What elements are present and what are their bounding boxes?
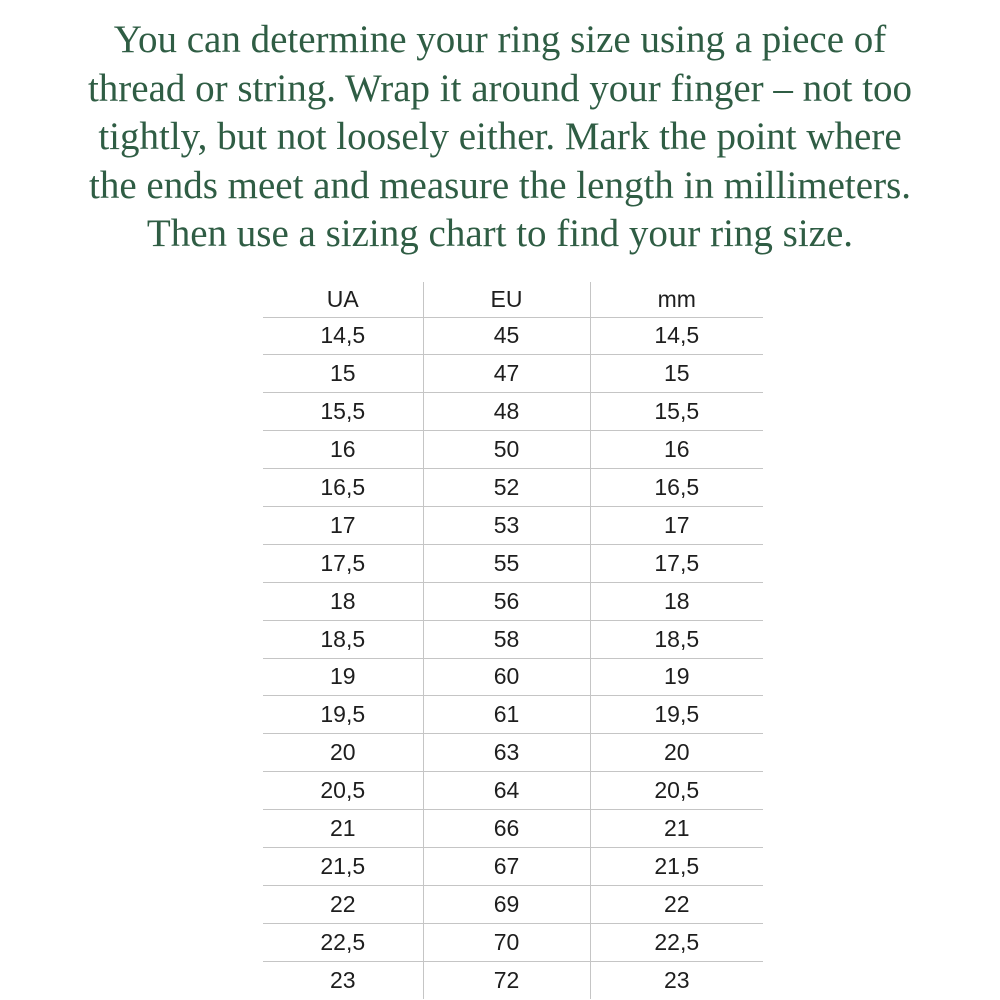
column-header-ua: UA <box>326 285 359 312</box>
table-row <box>263 317 763 355</box>
cell-mm: 17,5 <box>590 544 763 582</box>
cell-ua: 21 <box>263 810 423 848</box>
cell-mm: 21 <box>590 810 763 848</box>
cell-ua: 15 <box>263 355 423 393</box>
cell-ua: 16 <box>263 431 423 469</box>
cell-eu: 66 <box>423 810 590 848</box>
cell-mm: 15 <box>590 355 763 393</box>
cell-eu: 72 <box>423 961 590 998</box>
cell-ua: 19,5 <box>263 696 423 734</box>
cell-mm: 15,5 <box>590 393 763 431</box>
table-row <box>263 847 763 885</box>
cell-eu: 48 <box>423 393 590 431</box>
cell-eu: 45 <box>423 317 590 355</box>
cell-mm: 22 <box>590 885 763 923</box>
cell-eu: 63 <box>423 734 590 772</box>
cell-eu: 69 <box>423 885 590 923</box>
table-row <box>263 393 763 431</box>
cell-mm: 14,5 <box>590 317 763 355</box>
table-header-row <box>263 282 763 318</box>
cell-mm: 19,5 <box>590 696 763 734</box>
intro-line-5: Then use a sizing chart to find your ring size. <box>146 212 854 255</box>
cell-mm: 21,5 <box>590 847 763 885</box>
cell-eu: 70 <box>423 923 590 961</box>
cell-eu: 50 <box>423 431 590 469</box>
cell-mm: 16 <box>590 431 763 469</box>
cell-ua: 18 <box>263 582 423 620</box>
table-row <box>263 620 763 658</box>
cell-mm: 16,5 <box>590 469 763 507</box>
cell-ua: 14,5 <box>263 317 423 355</box>
table-row <box>263 658 763 696</box>
intro-line-4: the ends meet and measure the length in millimeters. <box>88 163 911 207</box>
cell-mm: 22,5 <box>590 923 763 961</box>
table-row <box>263 431 763 469</box>
table-row <box>263 469 763 507</box>
cell-ua: 21,5 <box>263 847 423 885</box>
cell-mm: 20,5 <box>590 772 763 810</box>
table-row <box>263 961 763 998</box>
cell-eu: 60 <box>423 658 590 696</box>
cell-eu: 67 <box>423 847 590 885</box>
cell-ua: 20,5 <box>263 772 423 810</box>
cell-ua: 17 <box>263 506 423 544</box>
cell-ua: 17,5 <box>263 544 423 582</box>
cell-mm: 17 <box>590 506 763 544</box>
cell-eu: 64 <box>423 772 590 810</box>
cell-ua: 22,5 <box>263 923 423 961</box>
intro-text <box>0 0 1000 259</box>
column-header-eu: EU <box>423 282 590 318</box>
table-row <box>263 696 763 734</box>
table-row <box>263 582 763 620</box>
cell-mm: 23 <box>590 961 763 998</box>
cell-eu: 52 <box>423 469 590 507</box>
cell-mm: 18,5 <box>590 620 763 658</box>
table-row <box>263 544 763 582</box>
table-row <box>263 506 763 544</box>
cell-ua: 15,5 <box>263 393 423 431</box>
intro-line-3: tightly, but not loosely either. Mark the point where <box>98 115 902 158</box>
cell-mm: 19 <box>590 658 763 696</box>
cell-eu: 56 <box>423 582 590 620</box>
table-row <box>263 923 763 961</box>
cell-eu: 47 <box>423 355 590 393</box>
intro-line-1: You can determine your ring size using a piece of <box>113 18 887 61</box>
table-row <box>263 772 763 810</box>
table-row <box>263 355 763 393</box>
cell-eu: 61 <box>423 696 590 734</box>
cell-ua: 22 <box>263 885 423 923</box>
ring-size-table <box>263 282 763 999</box>
cell-ua: 16,5 <box>263 469 423 507</box>
cell-ua: 19 <box>263 658 423 696</box>
table-row <box>263 810 763 848</box>
intro-line-2: thread or string. Wrap it around your finger – not too <box>87 66 913 110</box>
cell-ua: 23 <box>263 961 423 998</box>
column-header-mm: mm <box>590 282 763 318</box>
cell-eu: 53 <box>423 506 590 544</box>
table-body <box>263 317 763 999</box>
cell-mm: 20 <box>590 734 763 772</box>
cell-eu: 55 <box>423 544 590 582</box>
cell-mm: 18 <box>590 582 763 620</box>
table-row <box>263 885 763 923</box>
cell-ua: 18,5 <box>263 620 423 658</box>
cell-eu: 58 <box>423 620 590 658</box>
ring-size-table-container <box>263 282 763 999</box>
cell-ua: 20 <box>263 734 423 772</box>
table-row <box>263 734 763 772</box>
